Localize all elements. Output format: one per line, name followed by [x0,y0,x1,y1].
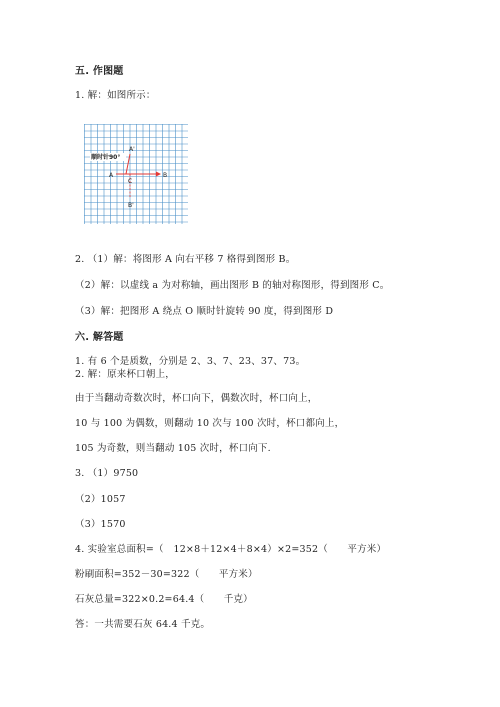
section-6-q2: 2. 解：原来杯口朝上， [75,369,175,380]
section-6-q3-part2: （2）1057 [75,494,126,505]
section-6-title: 六. 解答题 [75,332,124,343]
section-6-q4-line2: 粉刷面积=352－30=322（ 平方米） [75,569,258,580]
grid-diagram [84,124,188,224]
section-6-q3-part3: （3）1570 [75,519,126,530]
rotate-label: 顺时针90° [91,154,121,161]
section-6-q3-part1: 3. （1）9750 [75,468,139,479]
section-6-q1: 1. 有 6 个是质数，分别是 2、3、7、23、37、73。 [75,356,306,367]
section-6-q2-line4: 105 为奇数，则当翻动 105 次时，杯口向下. [75,443,271,454]
section-5-answer-2: （2）解：以虚线 a 为对称轴，画出图形 B 的轴对称图形，得到图形 C。 [75,280,390,291]
section-5-answer-1: 2. （1）解：将图形 A 向右平移 7 格得到图形 B。 [75,254,296,265]
grid-figure [84,124,188,224]
section-5-answer-3: （3）解：把图形 A 绕点 O 顺时针旋转 90 度，得到图形 D [75,306,334,317]
point-b-label: B [163,172,168,179]
section-5-q1: 1. 解：如图所示： [75,90,156,101]
section-6-q4-answer: 答：一共需要石灰 64.4 千克。 [75,619,211,630]
section-6-q4-line1: 4. 实验室总面积=（ 12×8＋12×4＋8×4）×2=352（ 平方米） [75,544,387,555]
section-6-q4-line3: 石灰总量=322×0.2=64.4（ 千克） [75,594,253,605]
section-6-q2-line3: 10 与 100 为偶数，则翻动 10 次与 100 次时，杯口都向上， [75,418,345,429]
point-a-label: A [109,172,114,179]
section-6-q2-line2: 由于当翻动奇数次时，杯口向下，偶数次时，杯口向上， [75,393,318,404]
point-a-prime-label: A' [129,146,135,153]
point-b-prime-label: B' [128,202,134,209]
section-5-title: 五. 作图题 [75,66,124,77]
point-c-label: C [128,178,133,185]
